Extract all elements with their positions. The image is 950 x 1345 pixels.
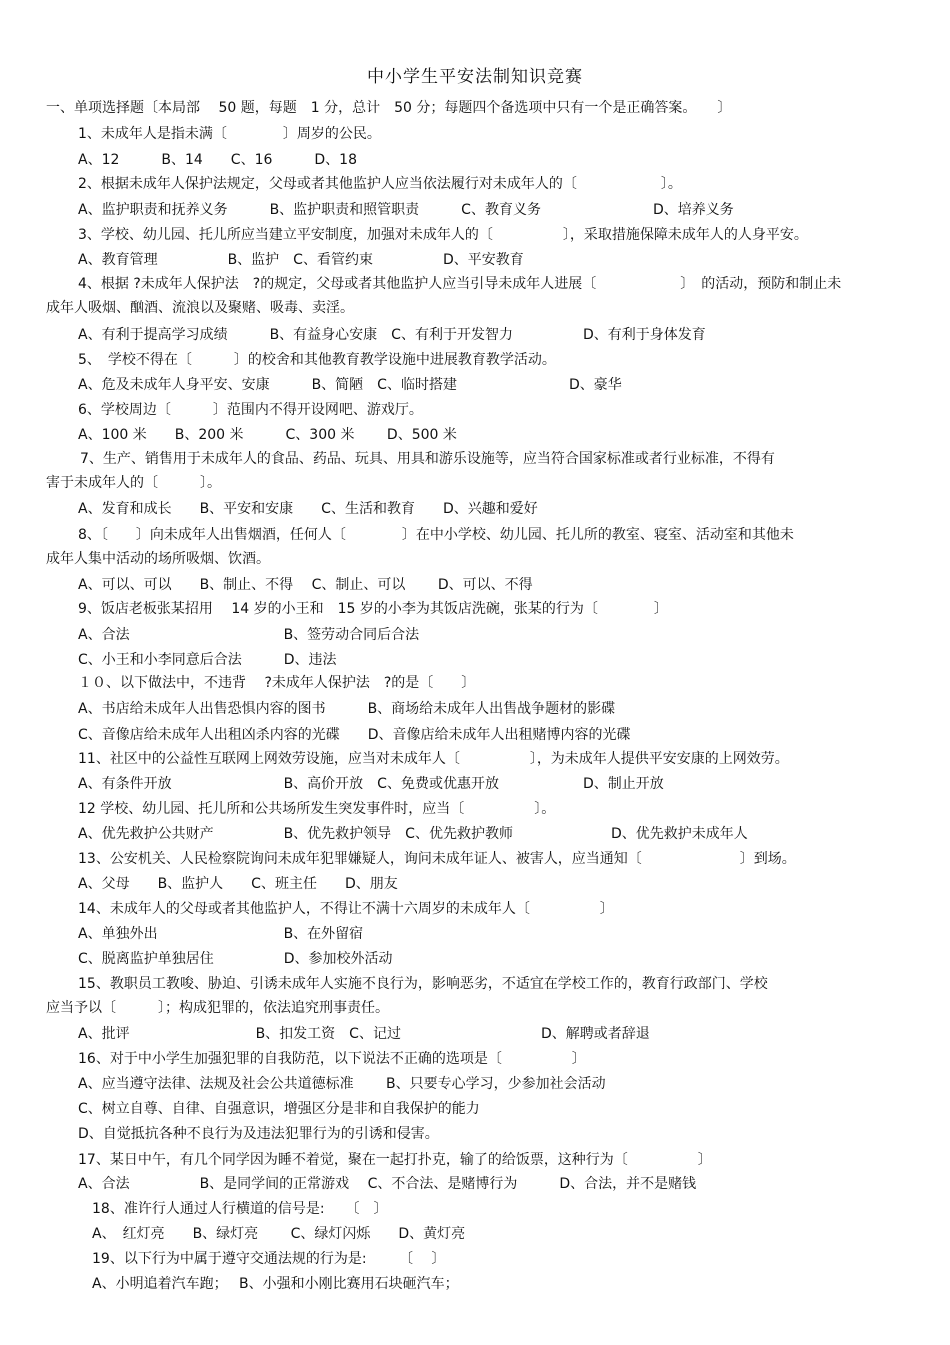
options-10-ab: A、书店给未成年人出售恐惧内容的图书 B、商场给未成年人出售战争题材的影碟 bbox=[78, 701, 616, 717]
question-13: 13、公安机关、人民检察院询问未成年犯罪嫌疑人，询问未成年证人、被害人，应当通知〔 〕到场。 bbox=[78, 851, 796, 867]
question-19: 19、以下行为中属于遵守交通法规的行为是: 〔 〕 bbox=[92, 1251, 446, 1267]
options-12: A、优先救护公共财产 B、优先救护领导 C、优先救护教师 D、优先救护未成年人 bbox=[78, 826, 748, 842]
question-4: 4、根据 ?未成年人保护法 ?的规定，父母或者其他监护人应当引导未成年人进展〔 〕 的活动，预防和制止未 bbox=[78, 276, 842, 292]
options-16-c: C、树立自尊、自律、自强意识，增强区分是非和自我保护的能力 bbox=[78, 1101, 480, 1117]
options-9-ab: A、合法 B、签劳动合同后合法 bbox=[78, 627, 420, 643]
question-9: 9、饭店老板张某招用 14 岁的小王和 15 岁的小李为其饭店洗碗，张某的行为〔 〕 bbox=[78, 601, 668, 617]
question-7: 7、生产、销售用于未成年人的食品、药品、玩具、用具和游乐设施等，应当符合国家标准或者行业标准，不得有 bbox=[80, 451, 775, 467]
options-10-cd: C、音像店给未成年人出租凶杀内容的光碟 D、音像店给未成年人出租赌博内容的光碟 bbox=[78, 727, 631, 743]
question-12: 12 学校、幼儿园、托儿所和公共场所发生突发事件时，应当〔 〕。 bbox=[78, 801, 556, 817]
question-1: 1、未成年人是指未满〔 〕周岁的公民。 bbox=[78, 126, 381, 142]
options-17: A、合法 B、是同学间的正常游戏 C、不合法、是赌博行为 D、合法，并不是赌钱 bbox=[78, 1176, 697, 1192]
options-1: A、12 B、14 C、16 D、18 bbox=[78, 152, 357, 168]
options-3: A、教育管理 B、监护 C、看管约束 D、平安教育 bbox=[78, 252, 524, 268]
question-8-cont: 成年人集中活动的场所吸烟、饮酒。 bbox=[46, 551, 270, 567]
question-16: 16、对于中小学生加强犯罪的自我防范，以下说法不正确的选项是〔 〕 bbox=[78, 1051, 586, 1067]
options-16-d: D、自觉抵抗各种不良行为及违法犯罪行为的引诱和侵害。 bbox=[78, 1126, 439, 1142]
question-7-cont: 害于未成年人的〔 〕。 bbox=[46, 475, 221, 491]
section-heading: 一、单项选择题〔本局部 50 题，每题 1 分，总计 50 分；每题四个备选项中只有一个是正确答案。 〕 bbox=[46, 100, 732, 116]
question-15: 15、教职员工教唆、胁迫、引诱未成年人实施不良行为，影响恶劣，不适宜在学校工作的，教育行政部门、学校 bbox=[78, 976, 768, 992]
question-11: 11、社区中的公益性互联网上网效劳设施，应当对未成年人〔 〕，为未成年人提供平安安康的上网效劳。 bbox=[78, 751, 789, 767]
options-16-ab: A、应当遵守法律、法规及社会公共道德标准 B、只要专心学习，少参加社会活动 bbox=[78, 1076, 606, 1092]
question-4-cont: 成年人吸烟、酗酒、流浪以及聚赌、吸毒、卖淫。 bbox=[46, 300, 354, 316]
options-9-cd: C、小王和小李同意后合法 D、违法 bbox=[78, 652, 337, 668]
options-11: A、有条件开放 B、高价开放 C、免费或优惠开放 D、制止开放 bbox=[78, 776, 664, 792]
question-15-cont: 应当予以〔 〕；构成犯罪的，依法追究刑事责任。 bbox=[46, 1000, 389, 1016]
question-18: 18、准许行人通过人行横道的信号是: 〔 〕 bbox=[92, 1201, 388, 1217]
options-2: A、监护职责和抚养义务 B、监护职责和照管职责 C、教育义务 D、培养义务 bbox=[78, 202, 734, 218]
page-title: 中小学生平安法制知识竞赛 bbox=[367, 67, 583, 87]
options-4: A、有利于提高学习成绩 B、有益身心安康 C、有利于开发智力 D、有利于身体发育 bbox=[78, 327, 706, 343]
question-8: 8、〔 〕向未成年人出售烟酒，任何人〔 〕在中小学校、幼儿园、托儿所的教室、寝室、活动室和其他未 bbox=[78, 527, 794, 543]
options-19: A、小明追着汽车跑； B、小强和小刚比赛用石块砸汽车； bbox=[92, 1276, 459, 1292]
options-18: A、 红灯亮 B、绿灯亮 C、绿灯闪烁 D、黄灯亮 bbox=[92, 1226, 466, 1242]
options-14-cd: C、脱离监护单独居住 D、参加校外活动 bbox=[78, 951, 393, 967]
options-8: A、可以、可以 B、制止、不得 C、制止、可以 D、可以、不得 bbox=[78, 577, 533, 593]
question-17: 17、某日中午，有几个同学因为睡不着觉，聚在一起打扑克，输了的给饭票，这种行为〔 〕 bbox=[78, 1152, 712, 1168]
question-3: 3、学校、幼儿园、托儿所应当建立平安制度，加强对未成年人的〔 〕，采取措施保障未成年人的人身平安。 bbox=[78, 227, 808, 243]
question-5: 5、 学校不得在〔 〕的校舍和其他教育教学设施中进展教育教学活动。 bbox=[78, 352, 556, 368]
options-7: A、发育和成长 B、平安和安康 C、生活和教育 D、兴趣和爱好 bbox=[78, 501, 538, 517]
question-2: 2、根据未成年人保护法规定，父母或者其他监护人应当依法履行对未成年人的〔 〕。 bbox=[78, 176, 682, 192]
question-14: 14、未成年人的父母或者其他监护人，不得让不满十六周岁的未成年人〔 〕 bbox=[78, 901, 614, 917]
options-15: A、批评 B、扣发工资 C、记过 D、解聘或者辞退 bbox=[78, 1026, 650, 1042]
question-6: 6、学校周边〔 〕范围内不得开设网吧、游戏厅。 bbox=[78, 402, 423, 418]
options-14-ab: A、单独外出 B、在外留宿 bbox=[78, 926, 364, 942]
options-5: A、危及未成年人身平安、安康 B、简陋 C、临时搭建 D、豪华 bbox=[78, 377, 622, 393]
question-10: １０、以下做法中，不违背 ?未成年人保护法 ?的是〔 〕 bbox=[78, 675, 476, 691]
options-6: A、100 米 B、200 米 C、300 米 D、500 米 bbox=[78, 427, 457, 443]
options-13: A、父母 B、监护人 C、班主任 D、朋友 bbox=[78, 876, 398, 892]
